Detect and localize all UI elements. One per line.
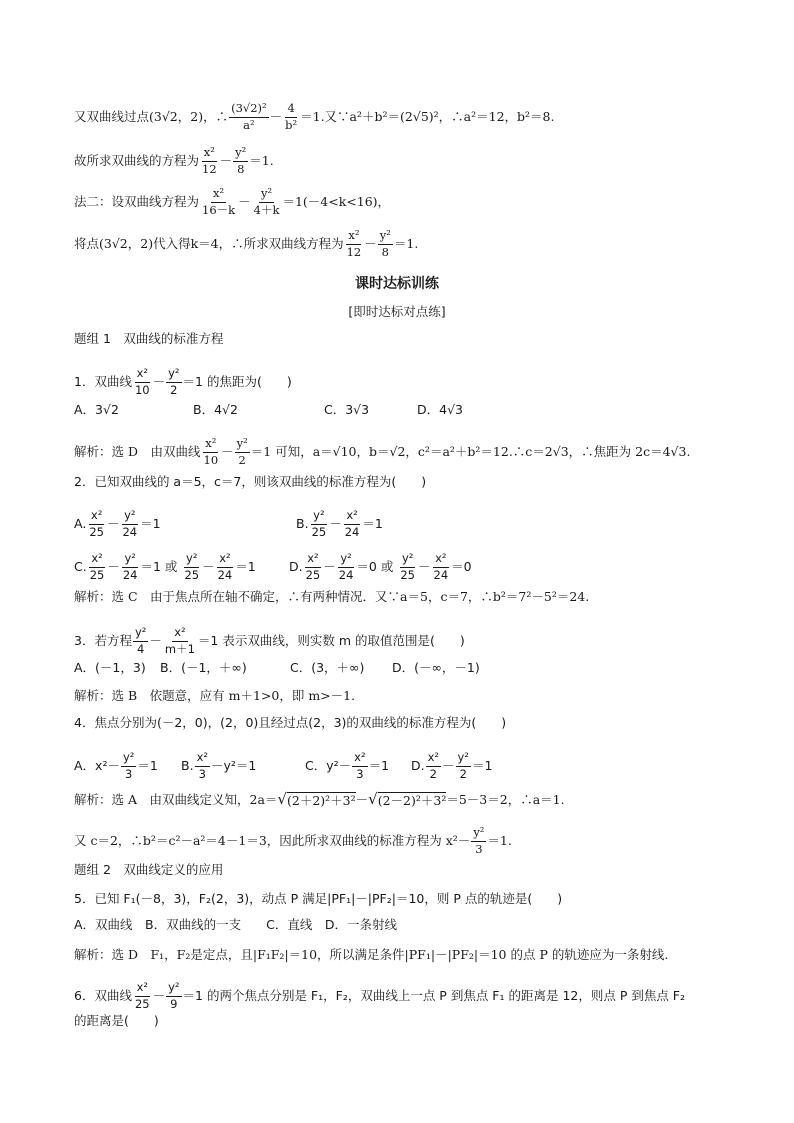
equation-mid: ＝1 或 bbox=[140, 558, 178, 574]
option-label: B. bbox=[296, 515, 309, 531]
section-title: 课时达标训练 bbox=[355, 276, 439, 292]
fraction-numerator: (3√2)² bbox=[229, 103, 269, 118]
fraction bbox=[87, 510, 106, 538]
fraction-denominator: 24 bbox=[217, 567, 233, 582]
option-a bbox=[74, 752, 181, 780]
fraction-numerator: x² bbox=[346, 230, 361, 245]
fraction bbox=[345, 230, 364, 258]
option-label: C．y²－ bbox=[305, 757, 352, 773]
option-d bbox=[411, 752, 492, 780]
intro-line-3 bbox=[74, 188, 754, 216]
fraction bbox=[163, 627, 197, 655]
fraction-numerator: x² bbox=[135, 368, 150, 383]
question-6 bbox=[74, 982, 754, 1010]
fraction-denominator: 2 bbox=[459, 766, 467, 781]
fraction-denominator: 2 bbox=[170, 382, 178, 397]
fraction bbox=[195, 752, 210, 780]
fraction-numerator: y² bbox=[122, 510, 137, 525]
option-b bbox=[181, 752, 305, 780]
question-1 bbox=[74, 368, 754, 396]
solution-suffix: ＝1 可知，a＝√10，b＝√2，c²＝a²＋b²＝12.∴c＝2√3，∴焦距为 2c＝4√3. bbox=[250, 443, 691, 459]
fraction-numerator: x² bbox=[433, 553, 448, 568]
fraction-numerator: x² bbox=[89, 553, 104, 568]
fraction-denominator: 25 bbox=[305, 567, 321, 582]
fraction-denominator: 3 bbox=[198, 766, 206, 781]
question-5: 5．已知 F₁(－8，3)，F₂(2，3)，动点 P 满足|PF₁|－|PF₂|＝10，则 P 点的轨迹是( ) bbox=[74, 891, 563, 906]
fraction bbox=[133, 982, 152, 1010]
fraction bbox=[252, 188, 282, 216]
fraction-denominator: 25 bbox=[134, 996, 150, 1011]
intro-line-4-suffix: ＝1. bbox=[393, 235, 419, 251]
intro-line-1-suffix: ＝1.又∵a²＋b²＝(2√5)²，∴a²＝12，b²＝8. bbox=[300, 108, 555, 124]
fraction-denominator: 25 bbox=[184, 567, 200, 582]
option-label: D. bbox=[289, 558, 303, 574]
fraction-numerator: y² bbox=[471, 827, 486, 842]
intro-line-2 bbox=[74, 147, 754, 175]
fraction-numerator: x² bbox=[426, 752, 441, 767]
question-2-options-cd bbox=[74, 553, 754, 581]
group-2-title: 题组 2 双曲线定义的应用 bbox=[74, 862, 224, 877]
fraction-denominator: 3 bbox=[475, 841, 483, 856]
question-6-prefix: 6．双曲线 bbox=[74, 987, 132, 1003]
minus-sign: － bbox=[355, 791, 369, 807]
fraction-denominator: 12 bbox=[346, 244, 362, 259]
fraction-numerator: y² bbox=[259, 188, 274, 203]
question-5-solution: 解析：选 D F₁，F₂是定点，且|F₁F₂|＝10，所以满足条件|PF₁|－|PF₂|＝10 的点 P 的轨迹应为一条射线. bbox=[74, 947, 669, 962]
option-label: D. bbox=[411, 757, 425, 773]
fraction bbox=[310, 510, 329, 538]
fraction bbox=[304, 553, 323, 581]
fraction-denominator: 12 bbox=[202, 161, 217, 176]
fraction-numerator: y² bbox=[400, 553, 415, 568]
minus-sign: － bbox=[152, 987, 166, 1003]
option-label: A．x²－ bbox=[74, 757, 120, 773]
fraction-numerator: x² bbox=[172, 627, 187, 642]
fraction bbox=[133, 368, 152, 396]
question-1-solution bbox=[74, 438, 754, 466]
fraction bbox=[121, 553, 140, 581]
fraction-numerator: y² bbox=[122, 553, 137, 568]
option-d: D．(－∞，－1) bbox=[392, 660, 480, 675]
solution-prefix: 解析：选 D 由双曲线 bbox=[74, 443, 201, 459]
fraction-numerator: x² bbox=[89, 510, 104, 525]
minus-sign: － bbox=[238, 193, 251, 209]
fraction bbox=[133, 627, 148, 655]
fraction-numerator: y² bbox=[166, 982, 181, 997]
fraction-denominator: 8 bbox=[381, 244, 389, 259]
question-5-options: A．双曲线 B．双曲线的一支 C．直线 D．一条射线 bbox=[74, 917, 397, 932]
option-a: A．3√2 bbox=[74, 402, 119, 417]
fraction-numerator: y² bbox=[233, 147, 248, 162]
solution-suffix: ＝5－3＝2，∴a＝1. bbox=[446, 791, 565, 807]
fraction bbox=[426, 752, 441, 780]
fraction-denominator: b² bbox=[285, 117, 298, 132]
minus-sign: － bbox=[269, 108, 283, 124]
fraction-denominator: 3 bbox=[356, 766, 364, 781]
question-4: 4．焦点分别为(－2，0)，(2，0)且经过点(2，3)的双曲线的标准方程为( ) bbox=[74, 715, 507, 730]
question-1-prefix: 1．双曲线 bbox=[74, 373, 132, 389]
fraction bbox=[200, 147, 219, 175]
minus-sign: － bbox=[149, 632, 162, 648]
fraction-denominator: 25 bbox=[89, 524, 104, 539]
fraction-numerator: x² bbox=[352, 752, 367, 767]
fraction-denominator: 3 bbox=[125, 766, 133, 781]
fraction-numerator: y² bbox=[184, 553, 199, 568]
equation-suffix: ＝1 bbox=[140, 515, 161, 531]
fraction bbox=[352, 752, 367, 780]
question-3-solution: 解析：选 B 依题意，应有 m＋1>0，即 m>－1. bbox=[74, 688, 356, 703]
question-2: 2．已知双曲线的 a＝5，c＝7，则该双曲线的标准方程为( ) bbox=[74, 474, 427, 489]
fraction-denominator: 9 bbox=[170, 996, 178, 1011]
question-4-solution-1 bbox=[74, 792, 754, 808]
fraction-denominator: 2 bbox=[429, 766, 437, 781]
fraction-numerator: 4 bbox=[285, 103, 296, 118]
fraction bbox=[337, 553, 356, 581]
fraction bbox=[88, 553, 107, 581]
equation-suffix: ＝0 bbox=[451, 558, 472, 574]
solution-suffix: ＝1. bbox=[487, 832, 512, 848]
intro-fraction-1 bbox=[229, 103, 269, 131]
question-4-solution-2 bbox=[74, 827, 754, 855]
question-1-suffix: ＝1 的焦距为( ) bbox=[182, 373, 292, 389]
question-3 bbox=[74, 627, 754, 655]
option-b: B．4√2 bbox=[193, 402, 238, 417]
minus-sign: － bbox=[152, 373, 166, 389]
fraction-numerator: x² bbox=[217, 553, 232, 568]
minus-sign: － bbox=[417, 558, 431, 574]
fraction-denominator: 4 bbox=[137, 641, 145, 656]
intro-fraction-2 bbox=[283, 103, 299, 131]
fraction-numerator: y² bbox=[311, 510, 326, 525]
question-2-solution: 解析：选 C 由于焦点所在轴不确定，∴有两种情况．又∵a＝5，c＝7，∴b²＝7²－5²＝24. bbox=[74, 589, 590, 604]
fraction-numerator: x² bbox=[195, 752, 210, 767]
equation-suffix: ＝1 bbox=[368, 757, 390, 773]
intro-line-3-suffix: ＝1(－4<k<16)， bbox=[282, 193, 391, 209]
minus-sign: － bbox=[202, 558, 215, 574]
equation-suffix: ＝1 bbox=[235, 558, 256, 574]
radicand: (2－2)²＋3² bbox=[377, 793, 447, 808]
question-2-options-ab bbox=[74, 510, 754, 538]
intro-line-4-prefix: 将点(3√2，2)代入得k＝4，∴所求双曲线方程为 bbox=[74, 235, 344, 251]
equation-suffix: ＝1 bbox=[137, 757, 158, 773]
fraction bbox=[471, 827, 486, 855]
option-label: B. bbox=[181, 757, 194, 773]
fraction-numerator: y² bbox=[378, 230, 393, 245]
option-c bbox=[74, 553, 289, 581]
option-d: D．4√3 bbox=[417, 402, 463, 417]
option-c bbox=[305, 752, 411, 780]
fraction-denominator: 24 bbox=[122, 524, 138, 539]
fraction bbox=[216, 553, 235, 581]
fraction bbox=[166, 368, 181, 396]
option-b bbox=[296, 510, 383, 538]
option-d bbox=[289, 553, 472, 581]
fraction-denominator: 10 bbox=[203, 452, 219, 467]
option-label: C. bbox=[74, 558, 87, 574]
fraction-denominator: 24 bbox=[344, 524, 360, 539]
question-3-suffix: ＝1 表示双曲线，则实数 m 的取值范围是( ) bbox=[197, 632, 465, 648]
section-subtitle: [即时达标对点练] bbox=[348, 304, 446, 319]
fraction-denominator: 24 bbox=[338, 567, 354, 582]
fraction-denominator: 25 bbox=[311, 524, 327, 539]
fraction bbox=[182, 553, 201, 581]
option-c: C．3√3 bbox=[324, 402, 370, 417]
fraction-numerator: y² bbox=[121, 752, 136, 767]
option-c: C．(3，＋∞) bbox=[290, 660, 365, 675]
intro-line-2-prefix: 故所求双曲线的方程为 bbox=[74, 152, 200, 168]
minus-sign: － bbox=[442, 757, 455, 773]
minus-sign: － bbox=[364, 235, 377, 251]
fraction bbox=[398, 553, 417, 581]
fraction-numerator: x² bbox=[203, 438, 218, 453]
fraction-denominator: 2 bbox=[238, 452, 246, 467]
intro-line-1 bbox=[74, 103, 754, 131]
intro-line-1-prefix: 又双曲线过点(3√2，2)，∴ bbox=[74, 108, 229, 124]
fraction bbox=[378, 230, 393, 258]
sqrt-icon: √ bbox=[277, 790, 287, 809]
fraction-numerator: y² bbox=[133, 627, 148, 642]
option-a bbox=[74, 510, 296, 538]
fraction bbox=[233, 147, 248, 175]
fraction-denominator: 4＋k bbox=[253, 202, 280, 217]
fraction-denominator: m＋1 bbox=[164, 641, 195, 656]
equation-suffix: ＝1 bbox=[471, 757, 493, 773]
question-1-options bbox=[74, 404, 754, 417]
fraction bbox=[202, 438, 221, 466]
fraction-numerator: x² bbox=[211, 188, 226, 203]
fraction bbox=[120, 510, 139, 538]
solution-prefix: 又 c＝2，∴b²＝c²－a²＝4－1＝3，因此所求双曲线的标准方程为 x²－ bbox=[74, 832, 471, 848]
fraction-denominator: 16－k bbox=[202, 202, 236, 217]
fraction bbox=[456, 752, 471, 780]
fraction bbox=[121, 752, 136, 780]
question-3-prefix: 3．若方程 bbox=[74, 632, 132, 648]
fraction-numerator: x² bbox=[135, 982, 150, 997]
fraction bbox=[235, 438, 250, 466]
minus-sign: － bbox=[221, 443, 234, 459]
option-b: B．(－1，＋∞) bbox=[160, 660, 247, 675]
question-6-suffix: ＝1 的两个焦点分别是 F₁，F₂，双曲线上一点 P 到焦点 F₁ 的距离是 12，则点 P 到焦点 F₂ bbox=[182, 987, 686, 1003]
fraction-numerator: y² bbox=[166, 368, 181, 383]
fraction-numerator: x² bbox=[305, 553, 320, 568]
fraction-numerator: y² bbox=[338, 553, 353, 568]
intro-line-4 bbox=[74, 230, 754, 258]
equation-mid: ＝0 或 bbox=[356, 558, 394, 574]
question-4-options bbox=[74, 752, 754, 780]
minus-sign: － bbox=[323, 558, 336, 574]
minus-sign: － bbox=[107, 558, 120, 574]
fraction bbox=[432, 553, 451, 581]
fraction-denominator: a² bbox=[243, 117, 255, 132]
option-label: A. bbox=[74, 515, 87, 531]
fraction-numerator: y² bbox=[235, 438, 250, 453]
radicand: (2＋2)²＋3² bbox=[286, 793, 356, 808]
fraction-denominator: 25 bbox=[89, 567, 105, 582]
question-6-line-2: 的距离是( ) bbox=[74, 1013, 159, 1028]
intro-line-2-suffix: ＝1. bbox=[249, 152, 274, 168]
option-a: A．(－1，3) bbox=[74, 660, 146, 675]
minus-sign: － bbox=[106, 515, 120, 531]
group-1-title: 题组 1 双曲线的标准方程 bbox=[74, 331, 224, 346]
solution-prefix: 解析：选 A 由双曲线定义知，2a＝ bbox=[74, 791, 278, 807]
fraction bbox=[343, 510, 362, 538]
minus-sign: － bbox=[219, 152, 233, 168]
question-3-options bbox=[74, 662, 754, 675]
fraction-numerator: y² bbox=[456, 752, 471, 767]
fraction-numerator: x² bbox=[344, 510, 359, 525]
fraction-denominator: 25 bbox=[400, 567, 415, 582]
fraction bbox=[166, 982, 181, 1010]
fraction-denominator: 10 bbox=[134, 382, 150, 397]
fraction-numerator: x² bbox=[202, 147, 217, 162]
fraction-denominator: 8 bbox=[237, 161, 245, 176]
equation-suffix: －y²＝1 bbox=[210, 757, 257, 773]
minus-sign: － bbox=[329, 515, 342, 531]
fraction-denominator: 24 bbox=[122, 567, 138, 582]
intro-line-3-prefix: 法二：设双曲线方程为 bbox=[74, 193, 200, 209]
equation-suffix: ＝1 bbox=[362, 515, 383, 531]
sqrt-icon: √ bbox=[368, 790, 378, 809]
fraction-denominator: 24 bbox=[433, 567, 449, 582]
fraction bbox=[200, 188, 237, 216]
